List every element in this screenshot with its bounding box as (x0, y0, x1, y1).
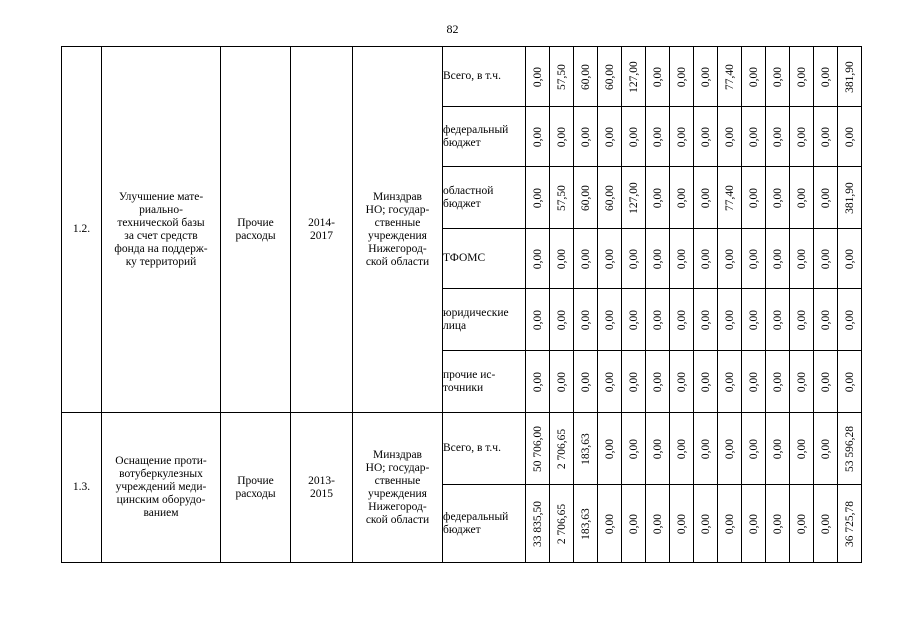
value-cell: 0,00 (622, 485, 646, 563)
value-cell: 77,40 (718, 167, 742, 229)
value-cell: 0,00 (670, 351, 694, 413)
value-cell: 0,00 (766, 229, 790, 289)
value-cell: 60,00 (598, 47, 622, 107)
page-number: 82 (446, 22, 459, 36)
measure-name: Оснащение проти- вотуберкулезных учреждений меди- цинским оборудо- ванием (102, 413, 221, 563)
value-cell: 0,00 (766, 485, 790, 563)
value-cell: 0,00 (550, 107, 574, 167)
value-cell: 60,00 (598, 167, 622, 229)
value-cell: 0,00 (646, 47, 670, 107)
value-cell: 381,90 (838, 167, 862, 229)
value-cell: 0,00 (718, 351, 742, 413)
value-cell: 0,00 (718, 229, 742, 289)
value-cell: 0,00 (646, 229, 670, 289)
value-cell: 0,00 (622, 289, 646, 351)
value-cell: 57,50 (550, 167, 574, 229)
value-cell: 0,00 (670, 47, 694, 107)
value-cell: 50 706,00 (526, 413, 550, 485)
value-cell: 0,00 (718, 413, 742, 485)
value-cell: 0,00 (742, 351, 766, 413)
value-cell: 0,00 (574, 351, 598, 413)
executor: Минздрав НО; государ- ственные учреждения Нижегород- ской области (353, 413, 443, 563)
item-number: 1.3. (62, 413, 102, 563)
value-cell: 33 835,50 (526, 485, 550, 563)
value-cell: 36 725,78 (838, 485, 862, 563)
value-cell: 0,00 (526, 167, 550, 229)
value-cell: 57,50 (550, 47, 574, 107)
value-cell: 0,00 (694, 107, 718, 167)
value-cell: 0,00 (670, 229, 694, 289)
value-cell: 53 596,28 (838, 413, 862, 485)
item-number: 1.2. (62, 47, 102, 413)
value-cell: 0,00 (574, 229, 598, 289)
value-cell: 0,00 (766, 351, 790, 413)
value-cell: 0,00 (598, 229, 622, 289)
expense-type: Прочие расходы (221, 47, 291, 413)
value-cell: 0,00 (742, 107, 766, 167)
budget-table (61, 46, 862, 563)
funding-source: федеральный бюджет (443, 107, 526, 167)
value-cell: 0,00 (694, 413, 718, 485)
value-cell: 60,00 (574, 47, 598, 107)
value-cell: 0,00 (526, 107, 550, 167)
value-cell: 0,00 (766, 47, 790, 107)
value-cell: 0,00 (646, 485, 670, 563)
value-cell: 0,00 (646, 413, 670, 485)
value-cell: 0,00 (790, 107, 814, 167)
value-cell: 0,00 (838, 229, 862, 289)
value-cell: 0,00 (790, 413, 814, 485)
value-cell: 0,00 (814, 289, 838, 351)
value-cell: 127,00 (622, 167, 646, 229)
value-cell: 0,00 (646, 107, 670, 167)
value-cell: 0,00 (670, 413, 694, 485)
value-cell: 0,00 (694, 289, 718, 351)
value-cell: 0,00 (790, 167, 814, 229)
value-cell: 0,00 (742, 413, 766, 485)
value-cell: 0,00 (814, 167, 838, 229)
value-cell: 0,00 (814, 47, 838, 107)
measure-name: Улучшение мате- риально- технической базы за счет средств фонда на поддерж- ку территорий (102, 47, 221, 413)
value-cell: 0,00 (598, 289, 622, 351)
value-cell: 0,00 (790, 229, 814, 289)
value-cell: 60,00 (574, 167, 598, 229)
value-cell: 0,00 (742, 289, 766, 351)
value-cell: 183,63 (574, 413, 598, 485)
value-cell: 0,00 (694, 47, 718, 107)
value-cell: 0,00 (526, 289, 550, 351)
value-cell: 0,00 (598, 413, 622, 485)
value-cell: 0,00 (838, 289, 862, 351)
value-cell: 0,00 (814, 413, 838, 485)
table-row (62, 413, 862, 485)
value-cell: 0,00 (742, 485, 766, 563)
funding-source: ТФОМС (443, 229, 526, 289)
value-cell: 0,00 (766, 107, 790, 167)
value-cell: 2 706,65 (550, 485, 574, 563)
value-cell: 0,00 (694, 229, 718, 289)
value-cell: 0,00 (550, 351, 574, 413)
funding-source: прочие ис- точники (443, 351, 526, 413)
value-cell: 0,00 (838, 351, 862, 413)
value-cell: 0,00 (646, 289, 670, 351)
value-cell: 0,00 (718, 107, 742, 167)
funding-source: федеральный бюджет (443, 485, 526, 563)
value-cell: 0,00 (742, 47, 766, 107)
value-cell: 0,00 (526, 47, 550, 107)
value-cell: 0,00 (790, 47, 814, 107)
value-cell: 0,00 (790, 351, 814, 413)
value-cell: 77,40 (718, 47, 742, 107)
value-cell: 0,00 (526, 229, 550, 289)
value-cell: 0,00 (550, 229, 574, 289)
value-cell: 381,90 (838, 47, 862, 107)
period: 2013- 2015 (291, 413, 353, 563)
value-cell: 0,00 (766, 413, 790, 485)
value-cell: 0,00 (694, 167, 718, 229)
value-cell: 0,00 (742, 167, 766, 229)
value-cell: 0,00 (742, 229, 766, 289)
value-cell: 0,00 (574, 107, 598, 167)
value-cell: 183,63 (574, 485, 598, 563)
value-cell: 0,00 (550, 289, 574, 351)
table-row (62, 47, 862, 107)
value-cell: 0,00 (814, 229, 838, 289)
value-cell: 0,00 (766, 289, 790, 351)
funding-source: областной бюджет (443, 167, 526, 229)
funding-source: юридические лица (443, 289, 526, 351)
value-cell: 0,00 (670, 485, 694, 563)
value-cell: 0,00 (718, 289, 742, 351)
value-cell: 2 706,65 (550, 413, 574, 485)
value-cell: 127,00 (622, 47, 646, 107)
funding-source: Всего, в т.ч. (443, 47, 526, 107)
value-cell: 0,00 (574, 289, 598, 351)
value-cell: 0,00 (622, 229, 646, 289)
funding-source: Всего, в т.ч. (443, 413, 526, 485)
value-cell: 0,00 (622, 351, 646, 413)
value-cell: 0,00 (622, 413, 646, 485)
period: 2014- 2017 (291, 47, 353, 413)
executor: Минздрав НО; государ- ственные учреждения Нижегород- ской области (353, 47, 443, 413)
value-cell: 0,00 (598, 485, 622, 563)
value-cell: 0,00 (814, 485, 838, 563)
value-cell: 0,00 (598, 351, 622, 413)
value-cell: 0,00 (790, 485, 814, 563)
value-cell: 0,00 (838, 107, 862, 167)
value-cell: 0,00 (646, 351, 670, 413)
value-cell: 0,00 (646, 167, 670, 229)
value-cell: 0,00 (670, 289, 694, 351)
value-cell: 0,00 (718, 485, 742, 563)
value-cell: 0,00 (766, 167, 790, 229)
value-cell: 0,00 (790, 289, 814, 351)
value-cell: 0,00 (694, 485, 718, 563)
value-cell: 0,00 (622, 107, 646, 167)
expense-type: Прочие расходы (221, 413, 291, 563)
value-cell: 0,00 (814, 107, 838, 167)
value-cell: 0,00 (670, 107, 694, 167)
value-cell: 0,00 (526, 351, 550, 413)
value-cell: 0,00 (670, 167, 694, 229)
value-cell: 0,00 (814, 351, 838, 413)
value-cell: 0,00 (694, 351, 718, 413)
value-cell: 0,00 (598, 107, 622, 167)
